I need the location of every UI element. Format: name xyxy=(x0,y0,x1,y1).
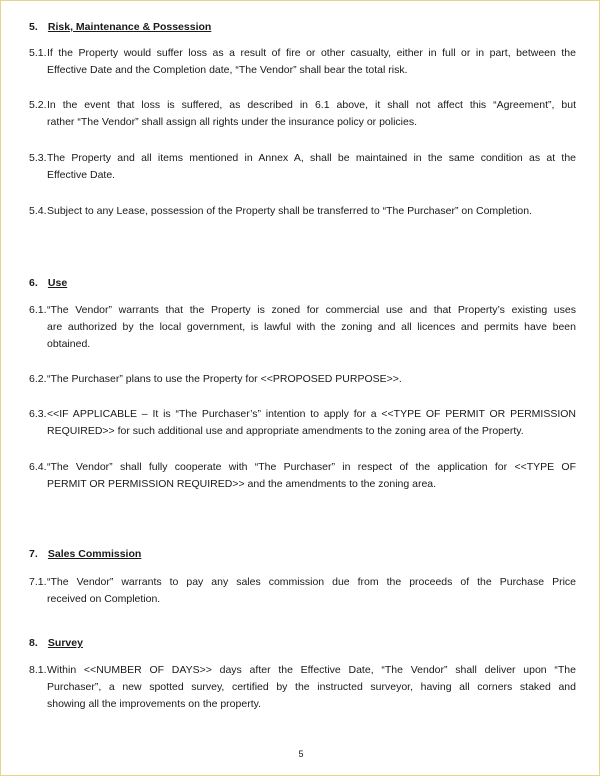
clause-line: “The Vendor” shall fully cooperate with “The Purchaser” in respect of the application for <<TYPE OF xyxy=(47,461,576,473)
clause-5-3 xyxy=(29,150,576,184)
section-number: 8. xyxy=(29,637,38,649)
clause-line: If the Property would suffer loss as a result of fire or other casualty, either in full or in part, between the xyxy=(47,47,576,59)
section-heading-8 xyxy=(29,637,83,649)
clause-line: are authorized by the local government, is lawful with the zoning and all licences and permits have been xyxy=(47,321,576,333)
clause-number: 5.2. xyxy=(29,99,47,111)
clause-number: 5.4. xyxy=(29,205,47,217)
section-heading-6 xyxy=(29,277,67,289)
clause-line: REQUIRED>> for such additional use and appropriate amendments to the zoning area of the Property. xyxy=(47,425,524,437)
clause-line: The Property and all items mentioned in Annex A, shall be maintained in the same condition as at the xyxy=(47,152,576,164)
clause-number: 6.4. xyxy=(29,461,47,473)
section-title: Risk, Maintenance & Possession xyxy=(47,21,212,33)
clause-line: received on Completion. xyxy=(47,593,161,605)
clause-line: Effective Date. xyxy=(47,169,116,181)
clause-line: PERMIT OR PERMISSION REQUIRED>> and the amendments to the zoning area. xyxy=(47,478,437,490)
clause-line: Subject to any Lease, possession of the Property shall be transferred to “The Purchaser” on Completion. xyxy=(47,205,533,217)
clause-5-4 xyxy=(29,203,576,220)
section-number: 7. xyxy=(29,548,38,560)
section-title: Use xyxy=(47,277,68,289)
clause-number: 7.1. xyxy=(29,576,47,588)
clause-number: 8.1. xyxy=(29,664,47,676)
clause-6-1 xyxy=(29,302,576,353)
clause-number: 6.3. xyxy=(29,408,47,420)
clause-7-1 xyxy=(29,574,576,608)
section-title: Survey xyxy=(47,637,83,649)
clause-line: “The Purchaser” plans to use the Property for <<PROPOSED PURPOSE>>. xyxy=(47,373,402,385)
section-number: 5. xyxy=(29,21,38,33)
clause-number: 6.1. xyxy=(29,304,47,316)
clause-5-1 xyxy=(29,45,576,79)
section-title: Sales Commission xyxy=(47,548,142,560)
section-heading-7 xyxy=(29,548,141,560)
clause-5-2 xyxy=(29,97,576,131)
clause-line: “The Vendor” warrants to pay any sales commission due from the proceeds of the Purchase Price xyxy=(47,576,576,588)
clause-number: 5.3. xyxy=(29,152,47,164)
clause-6-2 xyxy=(29,371,576,388)
clause-line: Effective Date and the Completion date, “The Vendor” shall bear the total risk. xyxy=(47,64,408,76)
section-number: 6. xyxy=(29,277,38,289)
clause-number: 5.1. xyxy=(29,47,47,59)
clause-number: 6.2. xyxy=(29,373,47,385)
clause-line: rather “The Vendor” shall assign all rights under the insurance policy or policies. xyxy=(47,116,418,128)
clause-6-4 xyxy=(29,459,576,493)
section-heading-5 xyxy=(29,21,211,33)
clause-line: Purchaser”, a new spotted survey, certified by the instructed surveyor, having all corners staked and xyxy=(47,681,576,693)
clause-line: obtained. xyxy=(47,338,91,350)
clause-line: showing all the improvements on the property. xyxy=(47,698,261,710)
clause-line: <<IF APPLICABLE – It is “The Purchaser’s” intention to apply for a <<TYPE OF PERMIT OR PERMISSION xyxy=(47,408,576,420)
clause-line: “The Vendor” warrants that the Property is zoned for commercial use and that Property’s existing uses xyxy=(47,304,576,316)
clause-line: In the event that loss is suffered, as described in 6.1 above, it shall not affect this “Agreement”, but xyxy=(47,99,576,111)
clause-line: Within <<NUMBER OF DAYS>> days after the Effective Date, “The Vendor” shall deliver upon “The xyxy=(47,664,576,676)
clause-6-3 xyxy=(29,406,576,440)
page-number: 5 xyxy=(298,749,304,759)
clause-8-1 xyxy=(29,662,576,713)
